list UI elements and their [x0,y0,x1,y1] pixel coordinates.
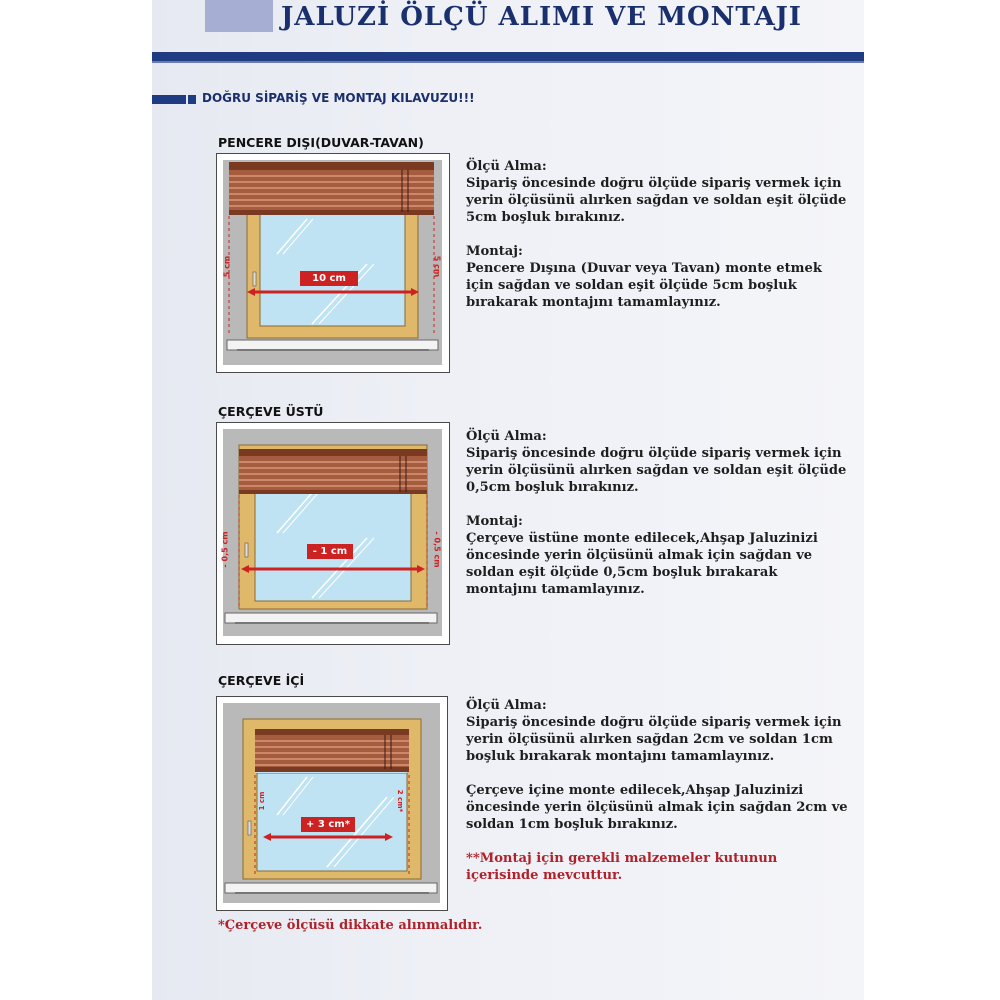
diagram-right-label: 5 cm [432,255,442,278]
diagram-center-label: - 1 cm [312,546,348,557]
diagram-right-label: - 0,5 cm [432,531,442,568]
paragraph-body: Çerçeve içine monte edilecek,Ahşap Jaluzinizi öncesinde yerin ölçüsünü almak için sağdan 2cm ve soldan 1cm boşluk bırakınız. [466,783,848,832]
paragraph-heading: Ölçü Alma: [466,698,547,713]
page-title: JALUZİ ÖLÇÜ ALIMI VE MONTAJI [281,2,802,32]
section-title-frame-inside: ÇERÇEVE İÇİ [218,673,305,688]
diagram-outside-mount [216,153,450,373]
diagram-frame-inside-mount [216,696,448,911]
subtitle-accent-bar [152,95,186,104]
page-subtitle: DOĞRU SİPARİŞ VE MONTAJ KILAVUZU!!! [202,91,475,105]
title-accent-bar [205,0,273,32]
diagram-left-label: - 0,5 cm [220,531,230,568]
section-text-frame-top [466,428,851,598]
paragraph-heading: Montaj: [466,514,523,529]
section-text-frame-inside [466,697,851,884]
section-title-outside: PENCERE DIŞI(DUVAR-TAVAN) [218,135,424,150]
materials-note: **Montaj için gerekli malzemeler kutunun içerisinde mevcuttur. [466,851,778,883]
paragraph-body: Sipariş öncesinde doğru ölçüde sipariş vermek için yerin ölçüsünü alırken sağdan ve soldan eşit ölçüde 5cm boşluk bırakınız. [466,176,847,225]
header-rule-thin [152,61,864,63]
footnote: *Çerçeve ölçüsü dikkate alınmalıdır. [218,918,483,933]
paragraph-body: Pencere Dışına (Duvar veya Tavan) monte etmek için sağdan ve soldan eşit ölçüde 5cm boşluk bırakarak montajını tamamlayınız. [466,261,822,310]
section-text-outside [466,158,851,311]
diagram-right-label: 2 cm* [396,789,404,813]
diagram-frame-top-mount [216,422,450,645]
paragraph-heading: Ölçü Alma: [466,429,547,444]
paragraph-body: Sipariş öncesinde doğru ölçüde sipariş vermek için yerin ölçüsünü alırken sağdan ve soldan eşit ölçüde 0,5cm boşluk bırakınız. [466,446,847,495]
diagram-center-label: 10 cm [312,273,346,284]
section-title-frame-top: ÇERÇEVE ÜSTÜ [218,404,324,419]
subtitle-accent-bar-small [188,95,196,104]
paragraph-heading: Ölçü Alma: [466,159,547,174]
diagram-left-label: 1 cm [258,791,266,811]
paragraph-body: Sipariş öncesinde doğru ölçüde sipariş vermek için yerin ölçüsünü alırken sağdan 2cm ve soldan 1cm boşluk bırakarak montajını tamamlayınız. [466,715,842,764]
diagram-left-label: 5 cm [222,255,232,278]
header-rule [152,52,864,61]
paragraph-body: Çerçeve üstüne monte edilecek,Ahşap Jaluzinizi öncesinde yerin ölçüsünü almak için sağdan ve soldan eşit ölçüde 0,5cm boşluk bırakarak montajını tamamlayınız. [466,531,818,597]
paragraph-heading: Montaj: [466,244,523,259]
diagram-center-label: + 3 cm* [306,819,350,830]
